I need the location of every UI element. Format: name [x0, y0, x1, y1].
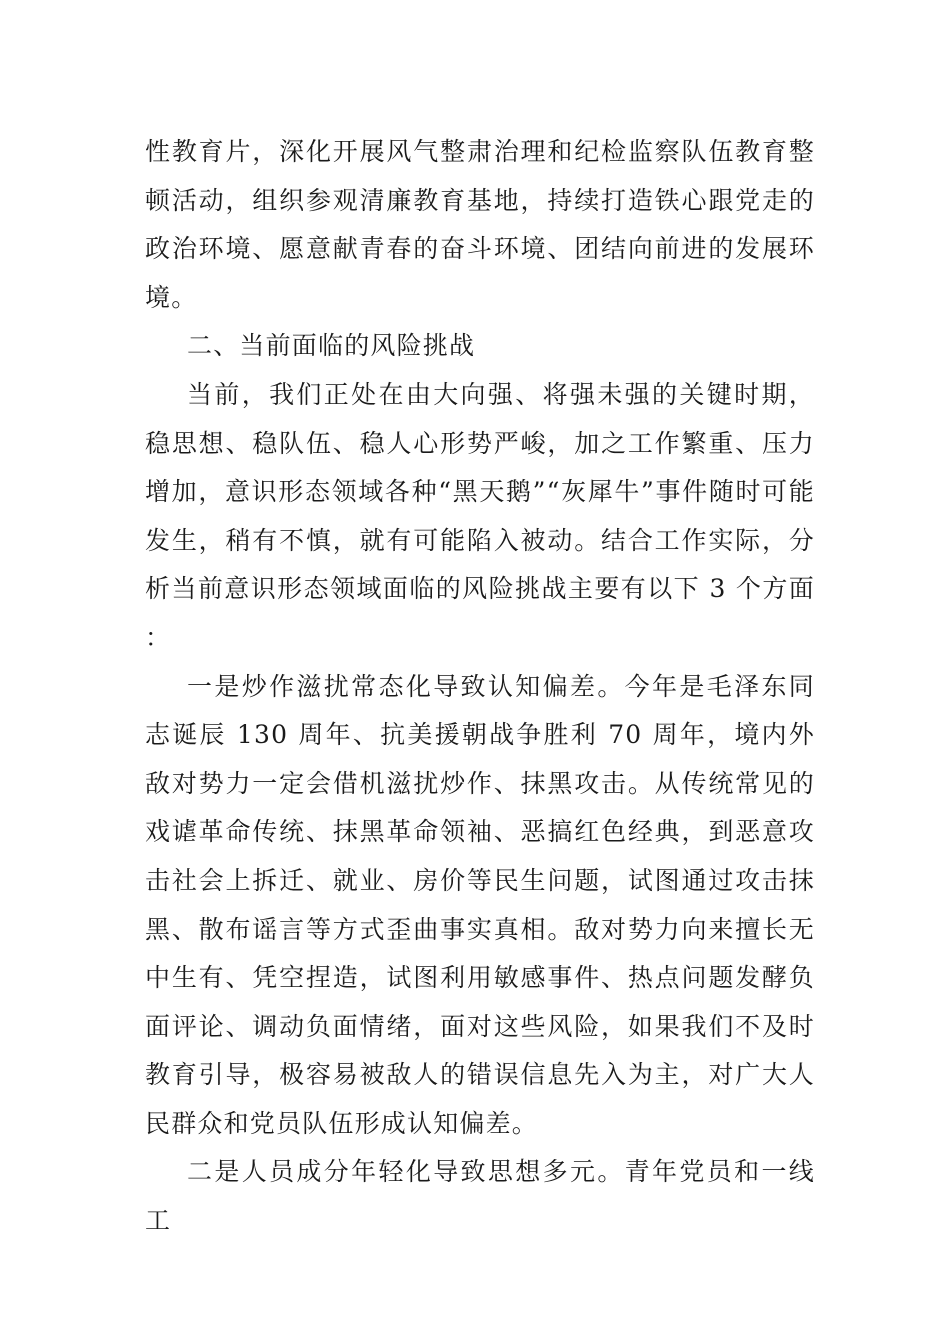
paragraph-risk-overview: 当前，我们正处在由大向强、将强未强的关键时期，稳思想、稳队伍、稳人心形势严峻，加之工作繁重、压力增加，意识形态领域各种“黑天鹅”“灰犀牛”事件随时可能发生，稍有不慎，就有可能陷入被动。结合工作实际，分析当前意识形态领域面临的风险挑战主要有以下 3 个方面： [145, 379, 815, 652]
paragraph-risk-one: 一是炒作滋扰常态化导致认知偏差。今年是毛泽东同志诞辰 130 周年、抗美援朝战争胜利 70 周年，境内外敌对势力一定会借机滋扰炒作、抹黑攻击。从传统常见的戏谑革命传统、抹黑革命领袖、恶搞红色经典，到恶意攻击社会上拆迁、就业、房价等民生问题，试图通过攻击抹黑、散布谣言等方式歪曲事实真相。敌对势力向来擅长无中生有、凭空捏造，试图利用敏感事件、热点问题发酵负面评论、调动负面情绪，面对这些风险，如果我们不及时教育引导，极容易被敌人的错误信息先入为主，对广大人民群众和党员队伍形成认知偏差。 [145, 671, 815, 1138]
paragraph-continuation: 性教育片，深化开展风气整肃治理和纪检监察队伍教育整顿活动，组织参观清廉教育基地，持续打造铁心跟党走的政治环境、愿意献青春的奋斗环境、团结向前进的发展环境。 [145, 137, 815, 312]
section-heading: 二、当前面临的风险挑战 [187, 331, 476, 361]
document-body [145, 128, 815, 1246]
paragraph-risk-two: 二是人员成分年轻化导致思想多元。青年党员和一线工 [145, 1157, 815, 1236]
